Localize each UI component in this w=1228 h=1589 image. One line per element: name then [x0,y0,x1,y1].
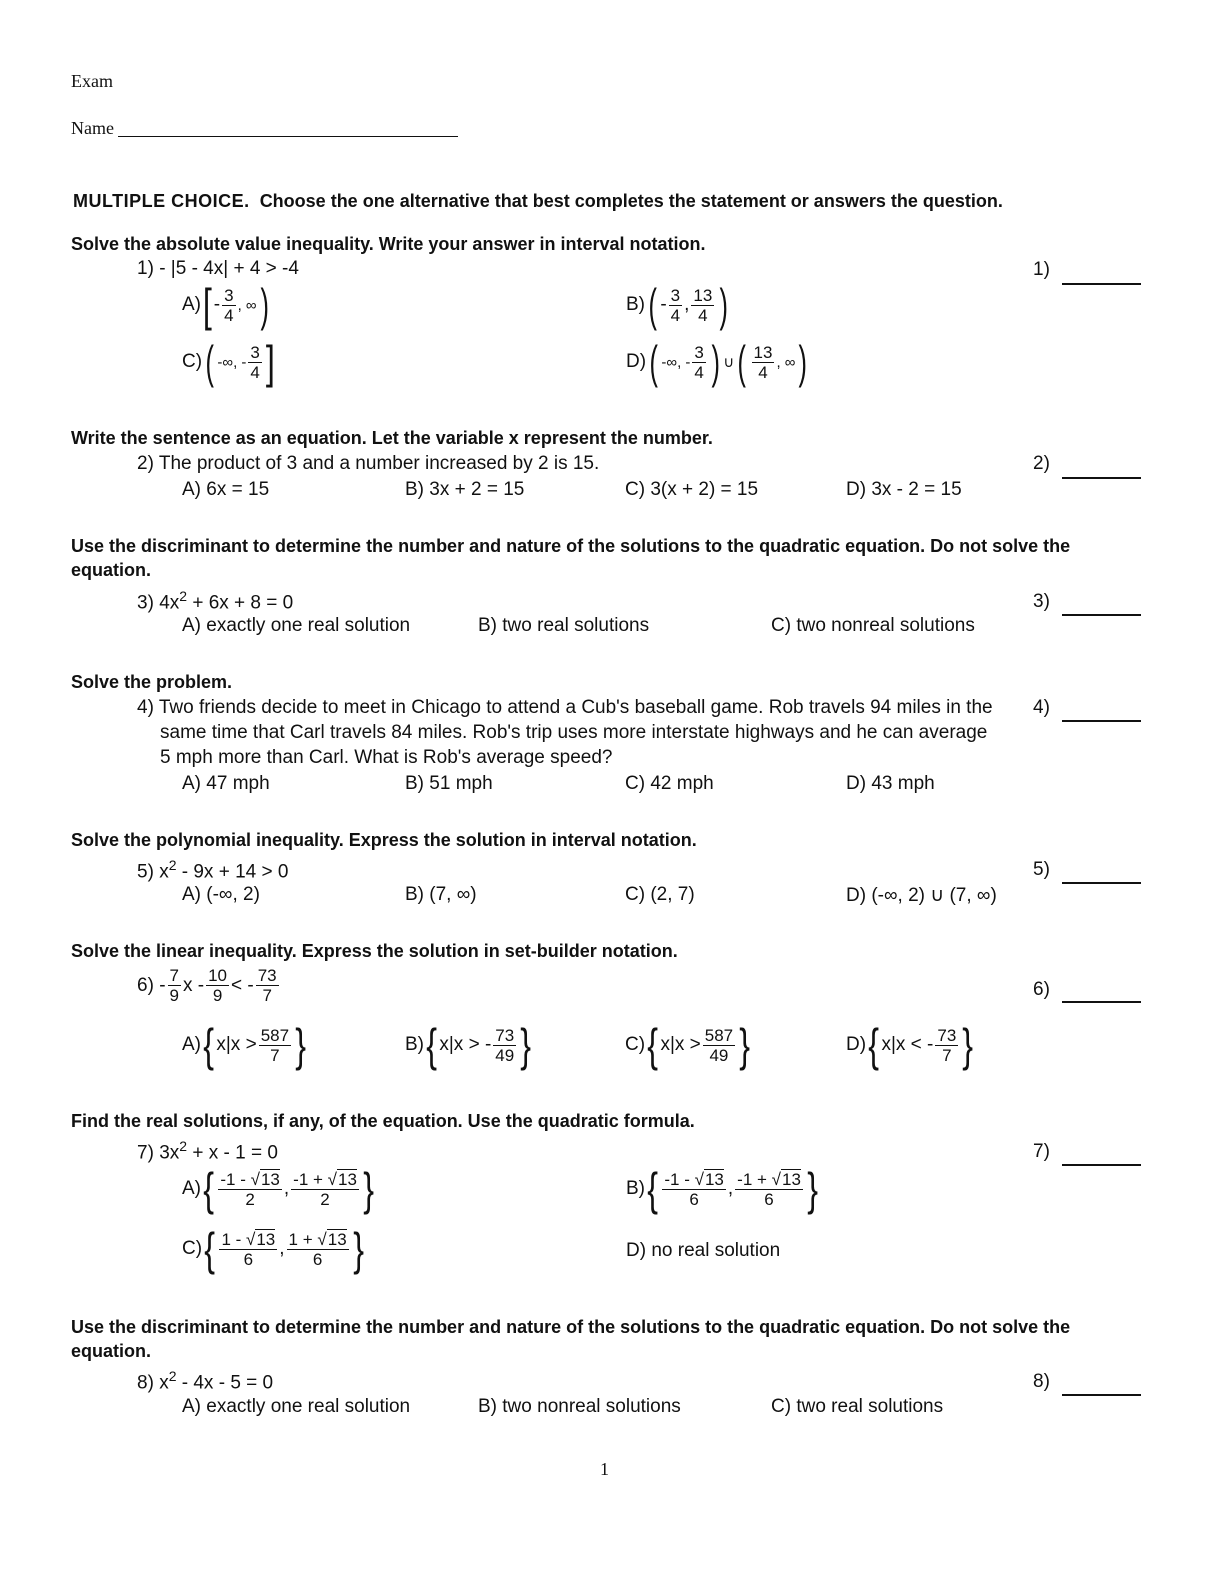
option-c[interactable]: C) two real solutions [771,1396,944,1417]
question-stem: 7) $3x^2 + x - 1 = 0$ [137,1138,278,1164]
answer-blank[interactable] [1062,1394,1141,1396]
option-d[interactable]: D) (-∞, 2) ∪ (7, ∞) [846,885,997,906]
option-a[interactable]: A) 6x = 15 [182,479,270,500]
question-stem: 3) $4x^2 + 6x + 8 = 0$ [137,588,294,614]
answer-number: 8) [1033,1371,1050,1392]
option-c[interactable]: C) { x|x > $\frac{587}{49}$ } [625,1019,751,1071]
option-d[interactable]: D) ( -∞, - $\frac{3}{4}$ ) ∪ ( $\frac{13}{4}$ , ∞ ) [626,336,808,388]
option-c[interactable]: C) 3(x + 2) = 15 [625,479,759,500]
answer-number: 6) [1033,979,1050,1000]
question-stem: 8) $x^2 - 4x - 5 = 0$ [137,1368,274,1394]
option-c[interactable]: C) ( -∞, - $\frac{3}{4}$ ] [182,336,275,388]
question-stem: 2) The product of 3 and a number increased by 2 is 15. [137,453,600,474]
option-c[interactable]: C) two nonreal solutions [771,615,975,636]
option-c[interactable]: C) 42 mph [625,773,714,794]
section-instruction: Solve the problem. [71,672,233,692]
name-label: Name [71,118,114,138]
name-line[interactable] [118,136,458,137]
answer-number: 4) [1033,697,1050,718]
answer-number: 1) [1033,259,1050,280]
option-a[interactable]: A) 47 mph [182,773,270,794]
question-stem: 4) Two friends decide to meet in Chicago to attend a Cub's baseball game. Rob travels 94 miles in the [137,697,993,718]
answer-blank[interactable] [1062,614,1141,616]
answer-blank[interactable] [1062,1164,1141,1166]
answer-number: 3) [1033,591,1050,612]
option-b[interactable]: B) ( - $\frac{3}{4}$ , $\frac{13}{4}$ ) [626,279,729,331]
section-instruction-cont: equation. [71,560,151,580]
option-b[interactable]: B) 51 mph [405,773,493,794]
page-number: 1 [600,1459,609,1479]
option-c[interactable]: C) { $\frac{1 - √13}{6}$ , $\frac{1 + √13}{6}$ } [182,1223,364,1275]
option-b[interactable]: B) { $\frac{-1 - √13}{6}$ , $\frac{-1 + √13}{6}$ } [626,1163,818,1215]
option-a[interactable]: A) { $\frac{-1 - √13}{2}$ , $\frac{-1 + √13}{2}$ } [182,1163,374,1215]
question-stem-line3: 5 mph more than Carl. What is Rob's average speed? [160,747,613,768]
section-instruction: Solve the absolute value inequality. Write your answer in interval notation. [71,234,706,254]
option-a[interactable]: A) [ - $\frac{3}{4}$ , ∞ ) [182,279,269,331]
option-b[interactable]: B) two nonreal solutions [478,1396,681,1417]
question-stem: 5) $x^2 - 9x + 14 > 0$ [137,857,289,883]
option-d[interactable]: D) 3x - 2 = 15 [846,479,962,500]
option-a[interactable]: A) exactly one real solution [182,1396,411,1417]
question-stem: 6) - $\frac{7}{9}$ x - $\frac{10}{9}$ < - $\frac{73}{7}$ [137,966,277,1005]
question-stem-line2: same time that Carl travels 84 miles. Rob's trip uses more interstate highways and he can average [160,722,988,743]
section-instruction: Use the discriminant to determine the number and nature of the solutions to the quadratic equation. Do not solve the [71,1317,1071,1337]
answer-blank[interactable] [1062,283,1141,285]
option-c[interactable]: C) (2, 7) [625,884,695,905]
answer-number: 5) [1033,859,1050,880]
option-d[interactable]: D) no real solution [626,1240,781,1261]
option-a[interactable]: A) (-∞, 2) [182,884,260,905]
option-d[interactable]: D) 43 mph [846,773,935,794]
option-b[interactable]: B) (7, ∞) [405,884,477,905]
question-stem: 1) - |5 - 4x| + 4 > -4 [137,258,299,279]
answer-blank[interactable] [1062,477,1141,479]
answer-blank[interactable] [1062,720,1141,722]
section-instruction: Find the real solutions, if any, of the equation. Use the quadratic formula. [71,1111,695,1131]
directions: MULTIPLE CHOICE. Choose the one alternative that best completes the statement or answers the question. [73,191,1003,211]
answer-number: 2) [1033,453,1050,474]
option-d[interactable]: D) { x|x < - $\frac{73}{7}$ } [846,1019,974,1071]
section-instruction-cont: equation. [71,1341,151,1361]
option-b[interactable]: B) { x|x > - $\frac{73}{49}$ } [405,1019,532,1071]
section-instruction: Solve the polynomial inequality. Express the solution in interval notation. [71,830,697,850]
section-instruction: Solve the linear inequality. Express the solution in set-builder notation. [71,941,678,961]
answer-blank[interactable] [1062,1001,1141,1003]
section-instruction: Write the sentence as an equation. Let the variable x represent the number. [71,428,713,448]
option-a[interactable]: A) { x|x > $\frac{587}{7}$ } [182,1019,307,1071]
option-b[interactable]: B) 3x + 2 = 15 [405,479,525,500]
option-b[interactable]: B) two real solutions [478,615,650,636]
section-instruction: Use the discriminant to determine the number and nature of the solutions to the quadratic equation. Do not solve the [71,536,1071,556]
answer-number: 7) [1033,1141,1050,1162]
answer-blank[interactable] [1062,882,1141,884]
exam-title: Exam [71,71,113,91]
option-a[interactable]: A) exactly one real solution [182,615,411,636]
